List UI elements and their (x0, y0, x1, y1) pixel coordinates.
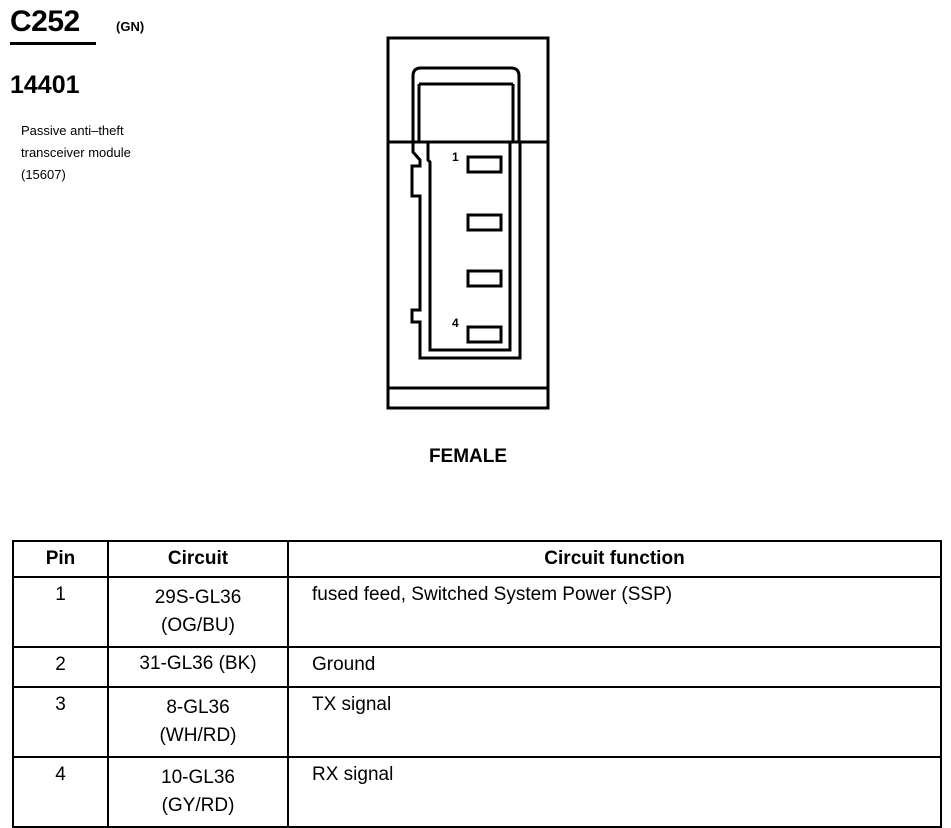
terminal-3 (468, 271, 501, 286)
description-line: (15607) (21, 167, 66, 182)
cell-circuit (108, 687, 288, 757)
connector-gender-label: FEMALE (428, 446, 508, 467)
circuit-line: 10-GL36 (161, 767, 235, 788)
table-row (13, 647, 941, 687)
cell-function: TX signal (288, 687, 941, 757)
cell-function: RX signal (288, 757, 941, 827)
table-row (13, 687, 941, 757)
circuit-line: (OG/BU) (161, 615, 235, 636)
terminal-2 (468, 215, 501, 230)
circuit-line: 8-GL36 (166, 697, 230, 718)
circuit-line: (GY/RD) (161, 795, 235, 816)
table-row (13, 757, 941, 827)
cell-circuit (108, 647, 288, 687)
cell-pin: 3 (13, 687, 108, 757)
circuit-line: 29S-GL36 (154, 587, 242, 608)
circuit-line: (WH/RD) (159, 725, 237, 746)
description-line: Passive anti–theft (21, 123, 124, 138)
pin-label-1: 1 (452, 150, 459, 164)
cell-circuit (108, 757, 288, 827)
header-circuit-function: Circuit function (288, 541, 941, 577)
cell-pin: 1 (13, 577, 108, 647)
header-circuit: Circuit (108, 541, 288, 577)
header-pin: Pin (13, 541, 108, 577)
terminal-1 (468, 157, 501, 172)
cell-pin: 4 (13, 757, 108, 827)
latch-outer (413, 68, 519, 142)
circuit-line: 31-GL36 (BK) (139, 653, 257, 674)
description-line: transceiver module (21, 145, 131, 160)
pin-table (12, 540, 942, 828)
pin-label-4: 4 (452, 316, 459, 330)
terminal-4 (468, 327, 501, 342)
cavity-outer (412, 142, 520, 358)
cell-function: fused feed, Switched System Power (SSP) (288, 577, 941, 647)
part-number: 14401 (10, 71, 80, 99)
cell-pin: 2 (13, 647, 108, 687)
connector-id: C252 (10, 5, 80, 38)
cell-circuit (108, 577, 288, 647)
table-header-row (13, 541, 941, 577)
table-row (13, 577, 941, 647)
cell-function: Ground (288, 647, 941, 687)
connector-color: (GN) (116, 19, 145, 34)
